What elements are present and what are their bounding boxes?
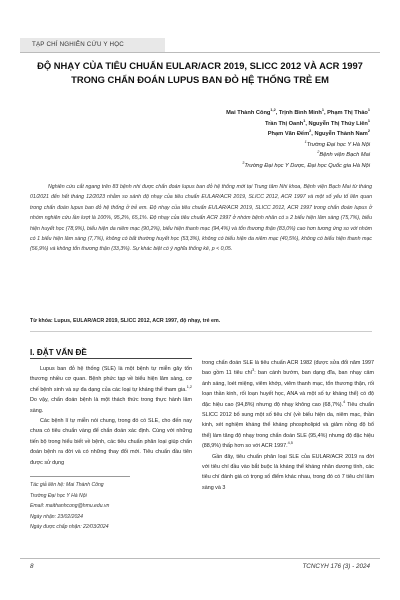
journal-issue: TCNCYH 176 (3) - 2024	[302, 563, 370, 570]
correspondence-divider	[30, 476, 130, 477]
affiliation: $^1$Trường Đại học Y Hà Nội	[304, 139, 370, 148]
paragraph: Lupus ban đỏ hệ thống (SLE) là một bệnh tự miễn gây tổn thương nhiều cơ quan. Bệnh phức tạp về biểu hiện lâm sàng, cơ chế bệnh sinh và sự đa dạng của các loại tự kháng thể tham gia.$^{1,2}$ Do vậy, chẩn đoán bệnh là một thách thức trong thực hành lâm sàng.	[30, 366, 192, 414]
correspondence-info	[30, 480, 192, 533]
author-line: Phạm Văn Đếm$^2$, Nguyễn Thành Nam$^2$	[267, 129, 370, 138]
correspondence-line: Ngày nhận: 23/02/2024	[30, 513, 83, 520]
correspondence-line: Ngày được chấp nhận: 22/03/2024	[30, 524, 109, 531]
abstract-text: Nghiên cứu cắt ngang trên 83 bệnh nhi được chẩn đoán lupus ban đỏ hệ thống mới tại Trung tâm Nhi khoa, Bệnh viện Bạch Mai từ tháng 01/2021 đến hết tháng 12/2023 nhằm so sánh độ nhạy của tiêu chuẩn EULAR/ACR 2019, SLICC 2012, ACR 1997 và một số yếu tố liên quan trong chẩn đoán lupus ban đỏ hệ thống ở trẻ em. Độ nhạy của tiêu chuẩn EULAR/ACR 2019, SLICC 2012, ACR 1997 trong chẩn đoán lupus ở nhóm nghiên cứu lần lượt là 100%, 95,2%, 65,1%. Độ nhạy của tiêu chuẩn ACR 1997 ở nhóm bệnh nhân có ≥ 2 biểu hiện lâm sàng (75,7%), biểu hiện huyết học (78,9%), biểu hiện da niêm mạc (90,2%), biểu hiện thanh mạc (94,4%) và tổn thương thận (83,0%) cao hơn tương ứng so với nhóm có 1 biểu hiện lâm sàng (7,7%), không có bất thường huyết học (53,3%), không có biểu hiện da niêm mạc (40,5%), không có biểu hiện thanh mạc (56,9%) và không tổn thương thận (33,3%). Sự khác biệt có ý nghĩa thống kê, p < 0,05.	[30, 184, 372, 253]
paragraph: trong chẩn đoán SLE là tiêu chuẩn ACR 1982 (được sửa đổi năm 1997 bao gồm 11 tiêu chí$^3$: ban cánh bướm, ban dạng đĩa, ban nhạy cảm ánh sáng, loét miệng, viêm khớp, viêm thanh mạc, tổn thương thận, rối loạn thần kinh, rối loạn huyết học, ANA và một số tự kháng thể) có độ đặc hiệu cao (94,8%) nhưng độ nhạy không cao (68,7%).$^4$ Tiêu chuẩn SLICC 2012 bổ sung một số tiêu chí (về biểu hiện da, niêm mạc, thần kinh, xét nghiệm kháng thể kháng phospholipid và giảm nồng độ bổ thể) làm tăng độ nhạy trong chẩn đoán SLE (95,4%) nhưng độ đặc hiệu (88,9%) thấp hơn so với ACR 1997.$^{4,5}$	[202, 360, 375, 450]
correspondence-line: Email: maithanhcong@hmu.edu.vn	[30, 503, 110, 510]
section-divider	[30, 358, 192, 359]
keywords-divider	[30, 331, 372, 332]
author-block	[70, 108, 370, 172]
keywords: Từ khóa: Lupus, EULAR/ACR 2019, SLICC 2012, ACR 1997, độ nhạy, trẻ em.	[30, 318, 221, 324]
author-line: Trần Thị Oanh$^1$, Nguyễn Thị Thúy Liên$^1$	[264, 118, 370, 127]
author-line: Mai Thành Công$^{1,2}$, Trịnh Bình Minh$^1$, Phạm Thị Thảo$^1$	[226, 108, 370, 116]
page-number: 8	[30, 563, 34, 570]
footer-divider	[20, 558, 380, 559]
abstract	[30, 182, 372, 255]
correspondence-line: Trường Đại học Y Hà Nội	[30, 492, 87, 499]
paragraph: Các bệnh lí tự miễn nói chung, trong đó có SLE, cho đến nay chưa có tiêu chuẩn vàng để chẩn đoán xác định. Cùng với những tiến bộ trong hiểu biết về bệnh, các tiêu chuẩn phân loại giúp chẩn đoán bệnh ra đời và có những thay đổi mới. Tiêu chuẩn đầu tiên được sử dụng	[30, 418, 192, 466]
journal-header: TẠP CHÍ NGHIÊN CỨU Y HỌC	[20, 38, 165, 52]
correspondence-line: Tác giả liên hệ: Mai Thành Công	[30, 482, 104, 488]
left-column	[30, 364, 192, 468]
right-column	[202, 358, 374, 493]
paragraph: Gần đây, tiêu chuẩn phân loại SLE của EULAR/ACR 2019 ra đời với tiêu chí đầu vào bắt buộc là kháng thể kháng nhân dương tính, các tiêu chí đánh giá có trọng số điểm khác nhau, trong đó có 7 tiêu chí lâm sàng và 3	[202, 453, 374, 491]
affiliation: $^2$Bệnh viện Bạch Mai	[317, 150, 370, 159]
article-title: ĐỘ NHẠY CỦA TIÊU CHUẨN EULAR/ACR 2019, SLICC 2012 VÀ ACR 1997 TRONG CHẨN ĐOÁN LUPUS BAN ĐỎ HỆ THỐNG TRẺ EM	[37, 60, 363, 85]
section-heading: I. ĐẶT VẤN ĐỀ	[30, 348, 87, 357]
header-divider	[20, 52, 380, 53]
affiliation: $^3$Trường Đại học Y Dược, Đại học Quốc gia Hà Nội	[242, 161, 370, 169]
